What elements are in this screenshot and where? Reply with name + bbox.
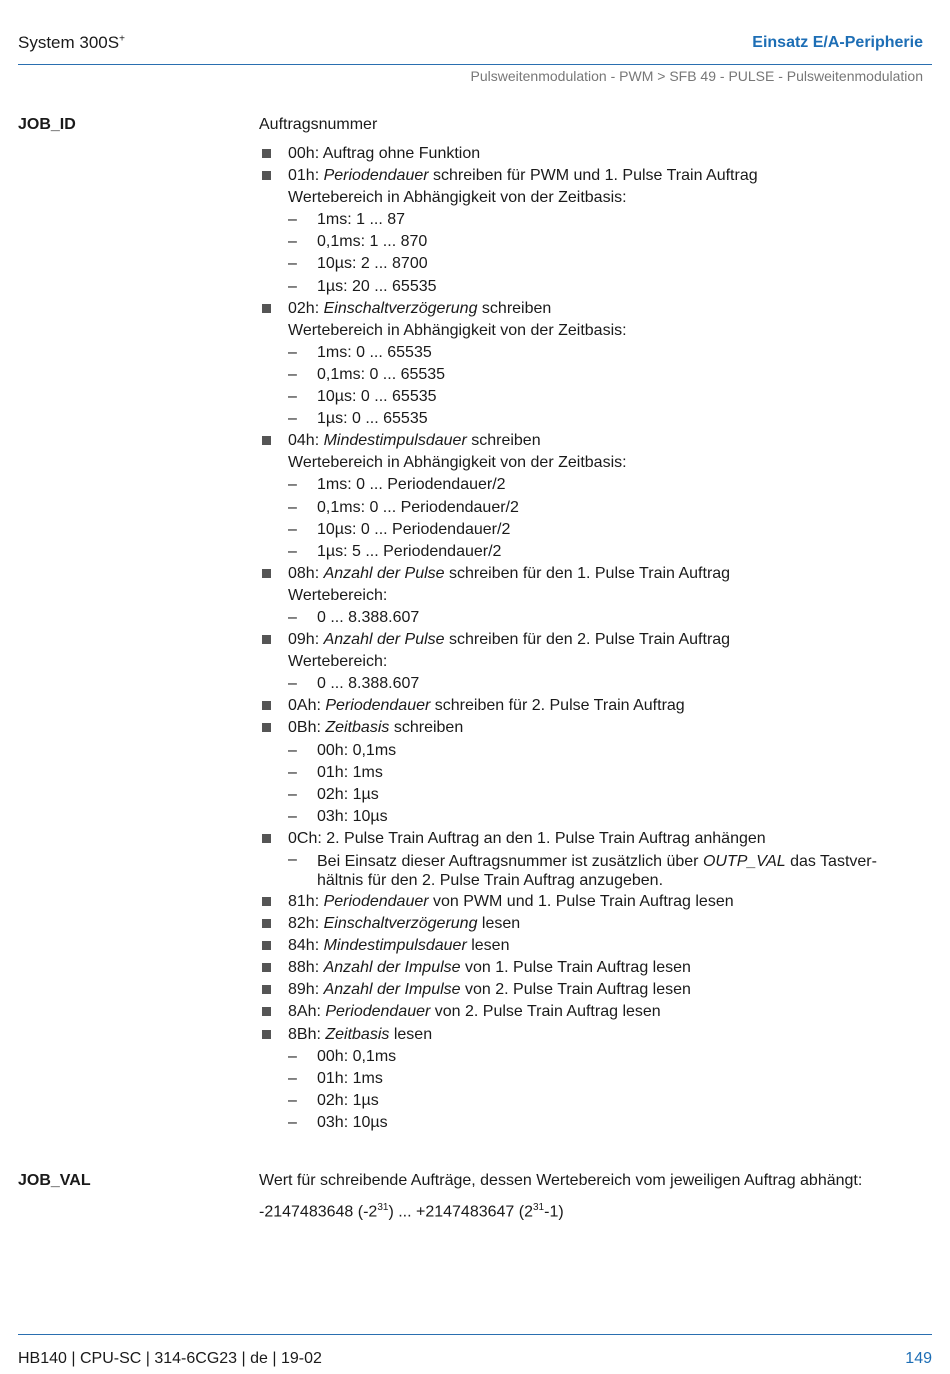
item-term: Periodendauer — [325, 697, 431, 715]
item-term: Einschaltverzögerung — [323, 299, 478, 317]
item-term: Anzahl der Impulse — [323, 959, 461, 977]
job-val-description: Wert für schreibende Aufträge, dessen Wertebereich vom jeweiligen Auftrag abhängt: — [259, 1172, 863, 1189]
sub-list-item: – 02h: 1µs — [288, 1090, 919, 1112]
item-code: 0Ch: 2. Pulse Train Auftrag an den 1. Pulse Train Auftrag anhängen — [288, 829, 766, 847]
item-text: schreiben für den 1. Pulse Train Auftrag — [444, 564, 731, 582]
item-code: 81h: — [288, 893, 324, 910]
sub-list-item — [288, 850, 919, 891]
item-code: 0Ah: — [288, 697, 326, 715]
item-code: 84h: — [288, 937, 324, 955]
sub-list-item: – 01h: 1ms — [288, 762, 919, 784]
note-text: das Tastver- — [785, 853, 877, 870]
job-id-list — [259, 143, 919, 1134]
sub-list-item: – 0,1ms: 1 ... 870 — [288, 231, 919, 253]
item-code: 00h: Auftrag ohne Funktion — [288, 145, 481, 162]
sub-list — [288, 342, 919, 430]
list-item — [259, 717, 919, 827]
item-text: schreiben für PWM und 1. Pulse Train Auftrag — [428, 167, 758, 185]
list-item — [259, 563, 919, 629]
item-code: 09h: — [288, 631, 324, 649]
sub-list-item: – 1ms: 0 ... Periodendauer/2 — [288, 474, 919, 496]
sub-list — [288, 209, 919, 297]
item-term: Periodendauer — [325, 1003, 431, 1021]
sub-list-item: – 03h: 10µs — [288, 1112, 919, 1134]
item-term: Periodendauer — [323, 893, 429, 910]
list-item — [259, 629, 919, 695]
sub-list-item: – 10µs: 2 ... 8700 — [288, 253, 919, 275]
sub-list-item: – 1ms: 1 ... 87 — [288, 209, 919, 231]
item-term: Mindestimpulsdauer — [323, 937, 467, 955]
page-number: 149 — [905, 1350, 932, 1367]
item-text: von 1. Pulse Train Auftrag lesen — [460, 959, 691, 977]
item-note: Wertebereich in Abhängigkeit von der Zeitbasis: — [288, 321, 627, 339]
sub-list — [288, 1046, 919, 1134]
list-item — [259, 430, 919, 563]
list-item — [259, 979, 919, 1001]
sub-list-item: – 03h: 10µs — [288, 806, 919, 828]
note-term: OUTP_VAL — [702, 853, 786, 870]
footer-doc-id: HB140 | CPU-SC | 314-6CG23 | de | 19-02 — [18, 1350, 322, 1367]
sub-list-item: – 1ms: 0 ... 65535 — [288, 342, 919, 364]
item-code: 04h: — [288, 432, 324, 450]
list-item — [259, 913, 919, 935]
sub-list-item: – 0,1ms: 0 ... 65535 — [288, 364, 919, 386]
item-code: 08h: — [288, 564, 324, 582]
item-text: von 2. Pulse Train Auftrag lesen — [430, 1003, 661, 1021]
list-item — [259, 935, 919, 957]
sub-list — [288, 673, 919, 695]
item-text: lesen — [389, 1025, 433, 1043]
item-text: schreiben — [477, 299, 552, 317]
sub-list — [288, 850, 919, 891]
item-text: schreiben für 2. Pulse Train Auftrag — [430, 697, 685, 715]
item-text: lesen — [466, 937, 510, 955]
list-item — [259, 1024, 919, 1134]
list-item — [259, 165, 919, 298]
item-term: Zeitbasis — [325, 1025, 390, 1043]
item-term: Anzahl der Pulse — [323, 631, 445, 649]
sub-list — [288, 607, 919, 629]
item-code: 01h: — [288, 167, 324, 185]
item-code: 82h: — [288, 915, 324, 933]
sub-list-item: – 0 ... 8.388.607 — [288, 673, 919, 695]
item-note: Wertebereich in Abhängigkeit von der Zeitbasis: — [288, 189, 627, 207]
sub-list-item: – 0,1ms: 0 ... Periodendauer/2 — [288, 497, 919, 519]
list-item — [259, 891, 919, 913]
footer-divider — [18, 1334, 932, 1335]
param-job-id: JOB_ID — [18, 116, 76, 133]
breadcrumb: Pulsweitenmodulation - PWM > SFB 49 - PULSE - Pulsweitenmodulation — [470, 68, 923, 84]
sub-list-item: – 10µs: 0 ... Periodendauer/2 — [288, 519, 919, 541]
sub-list-item: – 0 ... 8.388.607 — [288, 607, 919, 629]
sub-list-item: – 01h: 1ms — [288, 1068, 919, 1090]
sub-list — [288, 474, 919, 562]
item-code: 89h: — [288, 981, 324, 999]
list-item — [259, 298, 919, 431]
sub-list-item: – 10µs: 0 ... 65535 — [288, 386, 919, 408]
item-code: 88h: — [288, 959, 324, 977]
param-job-val: JOB_VAL — [18, 1172, 91, 1189]
item-note: Wertebereich: — [288, 653, 388, 671]
note-text: Bei Einsatz dieser Auftragsnummer ist zusätzlich über — [317, 853, 703, 870]
item-text: von 2. Pulse Train Auftrag lesen — [460, 981, 691, 999]
item-text: schreiben — [466, 432, 541, 450]
job-id-description — [259, 115, 919, 1134]
list-item — [259, 1001, 919, 1023]
item-note: Wertebereich in Abhängigkeit von der Zeitbasis: — [288, 454, 627, 472]
item-term: Periodendauer — [323, 167, 429, 185]
sub-list-item: – 1µs: 0 ... 65535 — [288, 408, 919, 430]
note-text: hältnis für den 2. Pulse Train Auftrag anzugeben. — [317, 872, 664, 889]
list-item — [259, 957, 919, 979]
sub-list-item: – 00h: 0,1ms — [288, 1046, 919, 1068]
sub-list — [288, 740, 919, 828]
item-text: von PWM und 1. Pulse Train Auftrag lesen — [428, 893, 734, 910]
item-term: Anzahl der Impulse — [323, 981, 461, 999]
sub-list-item: – 1µs: 5 ... Periodendauer/2 — [288, 541, 919, 563]
item-term: Anzahl der Pulse — [323, 564, 445, 582]
item-code: 8Ah: — [288, 1003, 326, 1021]
item-note: Wertebereich: — [288, 586, 388, 604]
item-code: 8Bh: — [288, 1025, 326, 1043]
sub-list-item: – 00h: 0,1ms — [288, 740, 919, 762]
item-code: 0Bh: — [288, 719, 326, 737]
item-term: Mindestimpulsdauer — [323, 432, 467, 450]
header-chapter: Einsatz E/A-Peripherie — [752, 34, 923, 51]
list-item — [259, 143, 919, 165]
job-id-title: Auftragsnummer — [259, 116, 378, 133]
item-text: schreiben — [389, 719, 464, 737]
item-code: 02h: — [288, 299, 324, 317]
item-text: lesen — [477, 915, 521, 933]
item-term: Zeitbasis — [325, 719, 390, 737]
item-term: Einschaltverzögerung — [323, 915, 478, 933]
header-system: System 300S+ — [18, 33, 125, 52]
header-divider — [18, 64, 932, 65]
list-item — [259, 828, 919, 891]
list-item — [259, 695, 919, 717]
sub-list-item: – 02h: 1µs — [288, 784, 919, 806]
sub-list-item: – 1µs: 20 ... 65535 — [288, 276, 919, 298]
item-text: schreiben für den 2. Pulse Train Auftrag — [444, 631, 731, 649]
job-val-range: -2147483648 $(-2^{31})$ ... +2147483647 $(2^{31}-1)$ — [259, 1202, 564, 1221]
